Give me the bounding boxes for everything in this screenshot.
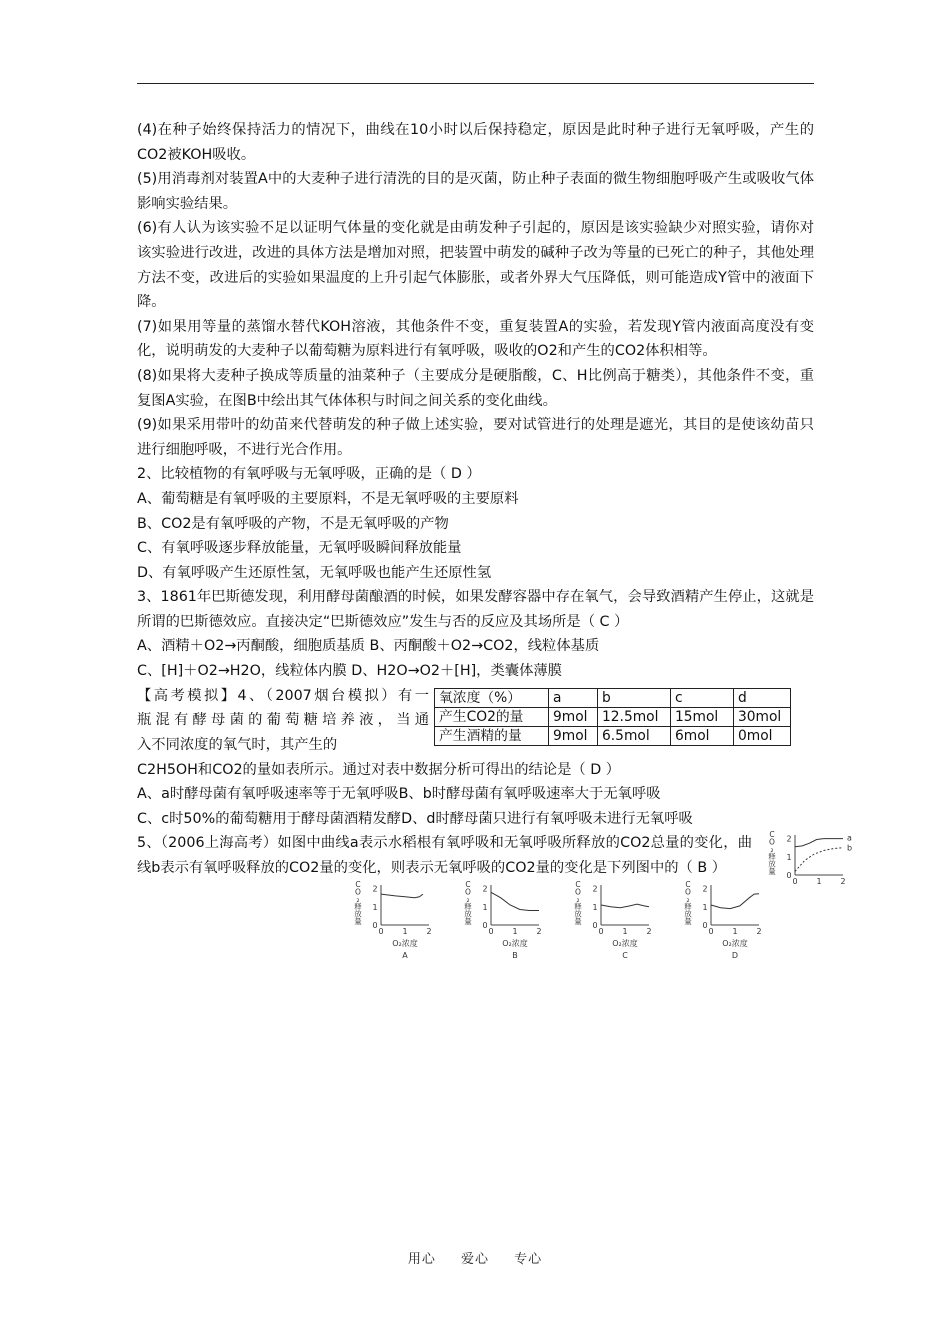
option-label: B bbox=[512, 951, 518, 961]
table-row bbox=[435, 707, 791, 726]
option-line: C、[H]＋O2→H2O，线粒体内膜 D、H2O→O2＋[H]，类囊体薄膜 bbox=[137, 663, 562, 680]
y-axis-label: C bbox=[465, 880, 471, 890]
table-cell: 产生CO2的量 bbox=[435, 707, 549, 726]
option-line: A、葡萄糖是有氧呼吸的主要原料，不是无氧呼吸的主要原料 bbox=[137, 490, 519, 507]
y-tick-label: 2 bbox=[786, 835, 792, 845]
x-tick-label: 2 bbox=[536, 927, 542, 937]
table-cell: b bbox=[598, 688, 671, 707]
y-axis-label: 释 bbox=[768, 852, 776, 862]
y-tick-label: 0 bbox=[372, 921, 378, 931]
curve-line bbox=[601, 905, 649, 909]
table-cell: 0mol bbox=[734, 726, 791, 745]
table-cell: c bbox=[671, 688, 734, 707]
paragraph: (6)有人认为该实验不足以证明气体量的变化就是由萌发种子引起的，原因是该实验缺少对照实验，请你对该实验进行改进，改进的具体方法是增加对照，把装置中萌发的碱种子改为等量的已死亡的种子，其他处理方法不变，改进后的实验如果温度的上升引起气体膨胀，或者外界大气压降低，则可能造成Y管中的液面下降。 bbox=[137, 220, 814, 311]
y-axis-label: 释 bbox=[464, 902, 472, 912]
table-cell: 30mol bbox=[734, 707, 791, 726]
y-axis-label: 释 bbox=[684, 902, 692, 912]
figure-option-d bbox=[681, 877, 773, 968]
y-axis-label: ₂ bbox=[686, 895, 690, 905]
paragraph: (9)如果采用带叶的幼苗来代替萌发的种子做上述实验，要对试管进行的处理是遮光，其目的是使该幼苗只进行细胞呼吸，不进行光合作用。 bbox=[137, 417, 814, 458]
y-tick-label: 1 bbox=[372, 903, 378, 913]
question-4-line: 【高考模拟】4、（2007烟台模拟）有一 bbox=[137, 687, 429, 704]
y-tick-label: 0 bbox=[702, 921, 708, 931]
table-cell: a bbox=[549, 688, 598, 707]
table-cell: 6.5mol bbox=[598, 726, 671, 745]
x-tick-label: 0 bbox=[488, 927, 494, 937]
table-cell: 9mol bbox=[549, 726, 598, 745]
option-label: C bbox=[622, 951, 628, 961]
document-body bbox=[137, 118, 853, 966]
yeast-data-table bbox=[434, 688, 791, 746]
x-tick-label: 0 bbox=[378, 927, 384, 937]
curve-plot bbox=[571, 877, 663, 959]
y-axis-label: O bbox=[685, 887, 691, 897]
x-axis-label: O₂浓度 bbox=[502, 939, 528, 949]
table-cell: 12.5mol bbox=[598, 707, 671, 726]
table-cell: 产生酒精的量 bbox=[435, 726, 549, 745]
y-tick-label: 1 bbox=[592, 903, 598, 913]
x-tick-label: 1 bbox=[622, 927, 628, 937]
x-axis-label: O₂浓度 bbox=[722, 939, 748, 949]
option-line: A、酒精＋O2→丙酮酸，细胞质基质 B、丙酮酸＋O2→CO2，线粒体基质 bbox=[137, 638, 600, 655]
table-cell: 15mol bbox=[671, 707, 734, 726]
option-label: D bbox=[731, 951, 739, 961]
option-line: B、CO2是有氧呼吸的产物，不是无氧呼吸的产物 bbox=[137, 515, 449, 532]
curve-plot bbox=[461, 877, 553, 959]
paragraph: (8)如果将大麦种子换成等质量的油菜种子（主要成分是硬脂酸，C、H比例高于糖类），其他条件不变，重复图A实验，在图B中绘出其气体体积与时间之间关系的变化曲线。 bbox=[137, 367, 814, 409]
question-4-continued: C2H5OH和CO2的量如表所示。通过对表中数据分析可得出的结论是（ D ） bbox=[137, 761, 621, 778]
table-cell: 6mol bbox=[671, 726, 734, 745]
y-axis-label: ₂ bbox=[770, 845, 774, 855]
x-tick-label: 1 bbox=[512, 927, 518, 937]
y-axis-label: C bbox=[685, 880, 691, 890]
y-tick-label: 1 bbox=[702, 903, 708, 913]
figure-option-a bbox=[351, 877, 443, 968]
question-3: 3、1861年巴斯德发现，利用酵母菌酿酒的时候，如果发酵容器中存在氧气，会导致酒精产生停止，这就是所谓的巴斯德效应。直接决定“巴斯德效应”发生与否的反应及其场所是（ C ） bbox=[137, 589, 814, 630]
y-axis-label: ₂ bbox=[356, 895, 360, 905]
question-4-line: 瓶混有酵母菌的葡萄糖培养液，当通 bbox=[137, 712, 429, 729]
curve-line bbox=[795, 839, 843, 847]
question-5-text: 5、（2006上海高考）如图中曲线a表示水稻根有氧呼吸和无氧呼吸所释放的CO2总量的变化，曲线b表示有氧呼吸释放的CO2量的变化，则表示无氧呼吸的CO2量的变化是下列图中的（ B ） bbox=[137, 835, 752, 877]
curve-plot bbox=[765, 827, 851, 885]
x-tick-label: 0 bbox=[708, 927, 714, 937]
y-axis-label: 放 bbox=[354, 910, 362, 920]
option-label: A bbox=[402, 951, 408, 961]
y-axis-label: 放 bbox=[464, 910, 472, 920]
table-cell: 9mol bbox=[549, 707, 598, 726]
table-cell: 氧浓度（%） bbox=[435, 688, 549, 707]
x-tick-label: 2 bbox=[646, 927, 652, 937]
curve-line bbox=[795, 848, 843, 872]
question-4-text bbox=[137, 684, 429, 758]
y-tick-label: 0 bbox=[786, 871, 792, 881]
y-axis-label: C bbox=[769, 830, 775, 840]
y-tick-label: 0 bbox=[592, 921, 598, 931]
option-line: C、c时50%的葡萄糖用于酵母菌酒精发酵D、d时酵母菌只进行有氧呼吸未进行无氧呼吸 bbox=[137, 810, 693, 827]
y-axis-label: ₂ bbox=[466, 895, 470, 905]
y-axis-label: 放 bbox=[768, 860, 776, 870]
y-axis-label: 量 bbox=[684, 917, 692, 927]
x-tick-label: 1 bbox=[402, 927, 408, 937]
curve-line bbox=[381, 895, 423, 899]
y-axis-label: 量 bbox=[768, 867, 776, 877]
curve-plot bbox=[681, 877, 773, 959]
question-5-block bbox=[137, 830, 853, 966]
curve-label-a: a bbox=[847, 833, 852, 843]
figure-option-b bbox=[461, 877, 553, 968]
y-tick-label: 1 bbox=[786, 853, 792, 863]
x-axis-label: O₂浓度 bbox=[612, 939, 638, 949]
header-rule bbox=[137, 83, 814, 84]
curve-line bbox=[711, 894, 759, 909]
paragraph: (4)在种子始终保持活力的情况下，曲线在10小时以后保持稳定，原因是此时种子进行无氧呼吸，产生的CO2被KOH吸收。 bbox=[137, 122, 814, 163]
option-line: C、有氧呼吸逐步释放能量，无氧呼吸瞬间释放能量 bbox=[137, 540, 462, 557]
curve-line bbox=[491, 893, 539, 911]
question-4-block bbox=[137, 684, 814, 758]
footer-text: 专心 bbox=[514, 1252, 543, 1267]
question-4-line: 入不同浓度的氧气时，其产生的 bbox=[137, 736, 338, 753]
y-axis-label: O bbox=[355, 887, 361, 897]
y-tick-label: 2 bbox=[372, 885, 378, 895]
y-axis-label: 量 bbox=[354, 917, 362, 927]
figure-main-curves bbox=[765, 827, 851, 894]
y-tick-label: 2 bbox=[482, 885, 488, 895]
y-axis-label: 放 bbox=[574, 910, 582, 920]
y-axis-label: 量 bbox=[574, 917, 582, 927]
y-tick-label: 2 bbox=[592, 885, 598, 895]
table-row bbox=[435, 726, 791, 745]
question-2: 2、比较植物的有氧呼吸与无氧呼吸，正确的是（ D ） bbox=[137, 466, 481, 483]
footer-text: 用心 bbox=[407, 1252, 436, 1267]
x-tick-label: 0 bbox=[792, 877, 798, 887]
page-footer bbox=[0, 1248, 950, 1267]
y-axis-label: 量 bbox=[464, 917, 472, 927]
option-line: D、有氧呼吸产生还原性氢，无氧呼吸也能产生还原性氢 bbox=[137, 564, 492, 581]
option-line: A、a时酵母菌有氧呼吸速率等于无氧呼吸B、b时酵母菌有氧呼吸速率大于无氧呼吸 bbox=[137, 786, 661, 803]
y-tick-label: 0 bbox=[482, 921, 488, 931]
y-axis-label: 释 bbox=[354, 902, 362, 912]
x-tick-label: 2 bbox=[426, 927, 432, 937]
footer-text: 爱心 bbox=[460, 1252, 489, 1267]
curve-label-b: b bbox=[847, 843, 853, 853]
table-cell: d bbox=[734, 688, 791, 707]
y-tick-label: 1 bbox=[482, 903, 488, 913]
figure-option-c bbox=[571, 877, 663, 968]
curve-plot bbox=[351, 877, 443, 959]
y-tick-label: 2 bbox=[702, 885, 708, 895]
x-tick-label: 1 bbox=[732, 927, 738, 937]
x-tick-label: 2 bbox=[756, 927, 762, 937]
y-axis-label: O bbox=[769, 837, 775, 847]
y-axis-label: C bbox=[355, 880, 361, 890]
paragraph: (5)用消毒剂对装置A中的大麦种子进行清洗的目的是灭菌，防止种子表面的微生物细胞呼吸产生或吸收气体影响实验结果。 bbox=[137, 171, 814, 212]
paragraph: (7)如果用等量的蒸馏水替代KOH溶液，其他条件不变，重复装置A的实验，若发现Y管内液面高度没有变化，说明萌发的大麦种子以葡萄糖为原料进行有氧呼吸，吸收的O2和产生的CO2体积相等。 bbox=[137, 318, 814, 360]
x-tick-label: 0 bbox=[598, 927, 604, 937]
y-axis-label: O bbox=[575, 887, 581, 897]
x-tick-label: 2 bbox=[840, 877, 846, 887]
x-axis-label: O₂浓度 bbox=[392, 939, 418, 949]
y-axis-label: C bbox=[575, 880, 581, 890]
y-axis-label: 放 bbox=[684, 910, 692, 920]
x-tick-label: 1 bbox=[816, 877, 822, 887]
y-axis-label: 释 bbox=[574, 902, 582, 912]
y-axis-label: ₂ bbox=[576, 895, 580, 905]
table-row bbox=[435, 688, 791, 707]
y-axis-label: O bbox=[465, 887, 471, 897]
